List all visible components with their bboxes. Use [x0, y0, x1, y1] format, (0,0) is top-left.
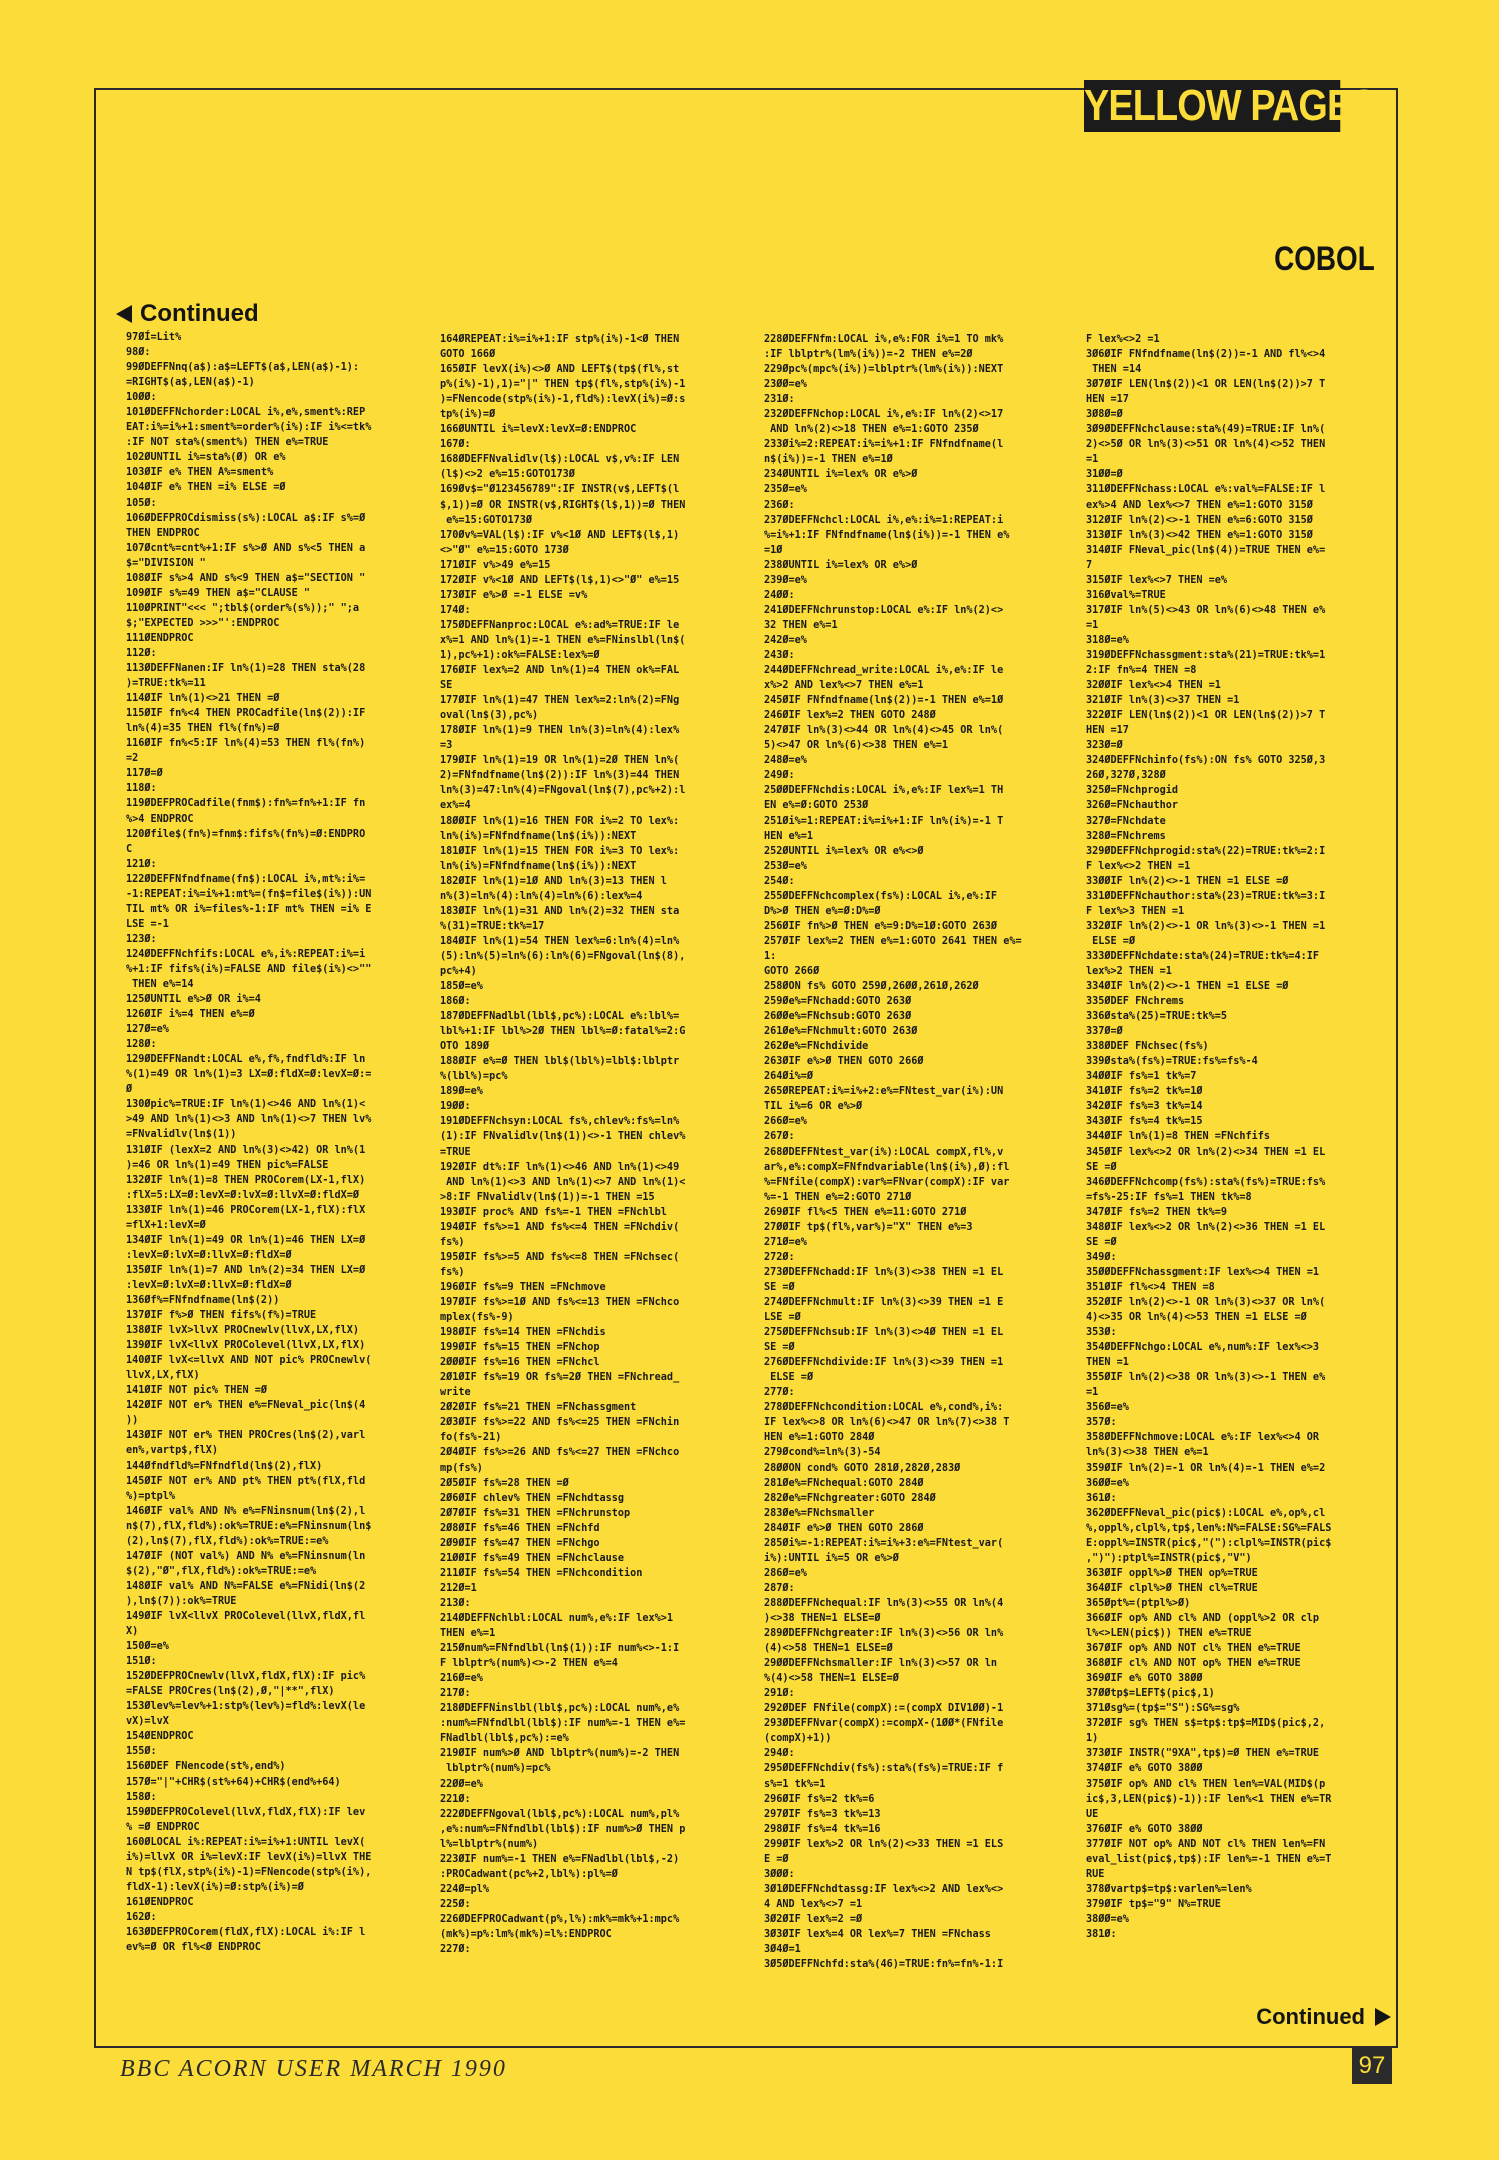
section-banner: YELLOW PAGES: [1084, 81, 1376, 130]
listing-column-1: 97ØÍ=Lit% 98Ø: 99ØDEFFNnq(a$):a$=LEFT$(a$,LEN(a$)-1): =RIGHT$(a$,LEN(a$)-1) 10ØØ: 101ØDEFFNchorder:LOCAL i%,e%,sment%:REP EAT:i%=i%+1:sment%=order%(i%):IF i%<=tk% :IF NOT sta%(sment%) THEN e%=TRUE 102ØUNTIL i%=sta%(Ø) OR e% 103ØIF e% THEN A%=sment% 104ØIF e% THEN =i% ELSE =Ø 105Ø: 106ØDEFPROCdismiss(s%):LOCAL a$:IF s%=Ø THEN ENDPROC 107Øcnt%=cnt%+1:IF s%>Ø AND s%<5 THEN a $="DIVISION " 108ØIF s%>4 AND s%<9 THEN a$="SECTION " 109ØIF s%=49 THEN a$="CLAUSE " 110ØPRINT"<<< ";tbl$(order%(s%));" ";a $;"EXPECTED >>>"':ENDPROC 111ØENDPROC 112Ø: 113ØDEFFNanen:IF ln%(1)=28 THEN sta%(28 )=TRUE:tk%=11 114ØIF ln%(1)<>21 THEN =Ø 115ØIF fn%<4 THEN PROCadfile(ln$(2)):IF ln%(4)=35 THEN fl%(fn%)=Ø 116ØIF fn%<5:IF ln%(4)=53 THEN fl%(fn%) =2 117Ø=Ø 118Ø: 119ØDEFPROCadfile(fnm$):fn%=fn%+1:IF fn %>4 ENDPROC 120Øfile$(fn%)=fnm$:fifs%(fn%)=Ø:ENDPRO C 121Ø: 122ØDEFFNfndfname(fn$):LOCAL i%,mt%:i%= -1:REPEAT:i%=i%+1:mt%=(fn$=file$(i%)):UN TIL mt% OR i%=files%-1:IF mt% THEN =i% E LSE =-1 123Ø: 124ØDEFFNchfifs:LOCAL e%,i%:REPEAT:i%=i %+1:IF fifs%(i%)=FALSE AND file$(i%)<>"" THEN e%=14 125ØUNTIL e%>Ø OR i%=4 126ØIF i%=4 THEN e%=Ø 127Ø=e% 128Ø: 129ØDEFFNandt:LOCAL e%,f%,fndfld%:IF ln %(1)=49 OR ln%(1)=3 LX=Ø:fldX=Ø:levX=Ø:= Ø 130Øpic%=TRUE:IF ln%(1)<>46 AND ln%(1)< >49 AND ln%(1)<>3 AND ln%(1)<>7 THEN lv% =FNvalidlv(ln$(1)) 131ØIF (lexX=2 AND ln%(3)<>42) OR ln%(1 )=46 OR ln%(1)=49 THEN pic%=FALSE 132ØIF ln%(1)=8 THEN PROCorem(LX-1,flX) :flX=5:LX=Ø:levX=Ø:lvX=Ø:llvX=Ø:fldX=Ø 133ØIF ln%(1)=46 PROCorem(LX-1,flX):flX =flX+1:levX=Ø 134ØIF ln%(1)=49 OR ln%(1)=46 THEN LX=Ø :levX=Ø:lvX=Ø:llvX=Ø:fldX=Ø 135ØIF ln%(1)=7 AND ln%(2)=34 THEN LX=Ø :levX=Ø:lvX=Ø:llvX=Ø:fldX=Ø 136Øf%=FNfndfname(ln$(2)) 137ØIF f%>Ø THEN fifs%(f%)=TRUE 138ØIF lvX>llvX PROCnewlv(llvX,LX,flX) 139ØIF lvX<llvX PROColevel(llvX,LX,flX) 140ØIF lvX<=llvX AND NOT pic% PROCnewlv( llvX,LX,flX) 141ØIF NOT pic% THEN =Ø 142ØIF NOT er% THEN e%=FNeval_pic(ln$(4 )) 143ØIF NOT er% THEN PROCres(ln$(2),varl en%,vartp$,flX) 144Øfndfld%=FNfndfld(ln$(2),flX) 145ØIF NOT er% AND pt% THEN pt%(flX,fld %)=ptpl% 146ØIF val% AND N% e%=FNinsnum(ln$(2),l n$(7),flX,fld%):ok%=TRUE:e%=FNinsnum(ln$ (2),ln$(7),flX,fld%):ok%=TRUE:=e% 147ØIF (NOT val%) AND N% e%=FNinsnum(ln $(2),"Ø",flX,fld%):ok%=TRUE:=e% 148ØIF val% AND N%=FALSE e%=FNidi(ln$(2 ),ln$(7)):ok%=TRUE 149ØIF lvX<llvX PROColevel(llvX,fldX,fl X) 150Ø=e% 151Ø: 152ØDEFPROCnewlv(llvX,fldX,flX):IF pic% =FALSE PROCres(ln$(2),Ø,"|**",flX) 153Ølev%=lev%+1:stp%(lev%)=fld%:levX(le vX)=lvX 154ØENDPROC 155Ø: 156ØDEF FNencode(st%,end%) 157Ø="|"+CHR$(st%+64)+CHR$(end%+64) 158Ø: 159ØDEFPROColevel(llvX,fldX,flX):IF lev % =Ø ENDPROC 160ØLOCAL i%:REPEAT:i%=i%+1:UNTIL levX( i%)=llvX OR i%=levX:IF levX(i%)=llvX THE N tp$(flX,stp%(i%)-1)=FNencode(stp%(i%), fldX-1):levX(i%)=Ø:stp%(i%)=Ø 161ØENDPROC 162Ø: 163ØDEFPROCorem(fldX,flX):LOCAL i%:IF l ev%=Ø OR fl%<Ø ENDPROC: [126, 332, 372, 1954]
arrow-left-icon: [116, 305, 132, 323]
continued-on-marker: [1256, 2004, 1391, 2030]
listing-column-3: 228ØDEFFNfm:LOCAL i%,e%:FOR i%=1 TO mk% :IF lblptr%(lm%(i%))=-2 THEN e%=2Ø 229Øpc%(mpc%(i%))=lblptr%(lm%(i%)):NEXT 23ØØ=e% 231Ø: 232ØDEFFNchop:LOCAL i%,e%:IF ln%(2)<>17 AND ln%(2)<>18 THEN e%=1:GOTO 235Ø 233Øi%=2:REPEAT:i%=i%+1:IF FNfndfname(l n$(i%))=-1 THEN e%=1Ø 234ØUNTIL i%=lex% OR e%>Ø 235Ø=e% 236Ø: 237ØDEFFNchcl:LOCAL i%,e%:i%=1:REPEAT:i %=i%+1:IF FNfndfname(ln$(i%))=-1 THEN e% =1Ø 238ØUNTIL i%=lex% OR e%>Ø 239Ø=e% 24ØØ: 241ØDEFFNchrunstop:LOCAL e%:IF ln%(2)<> 32 THEN e%=1 242Ø=e% 243Ø: 244ØDEFFNchread_write:LOCAL i%,e%:IF le x%>2 AND lex%<>7 THEN e%=1 245ØIF FNfndfname(ln$(2))=-1 THEN e%=1Ø 246ØIF lex%=2 THEN GOTO 248Ø 247ØIF ln%(3)<>44 OR ln%(4)<>45 OR ln%( 5)<>47 OR ln%(6)<>38 THEN e%=1 248Ø=e% 249Ø: 25ØØDEFFNchdis:LOCAL i%,e%:IF lex%=1 TH EN e%=Ø:GOTO 253Ø 251Øi%=1:REPEAT:i%=i%+1:IF ln%(i%)=-1 T HEN e%=1 252ØUNTIL i%=lex% OR e%<>Ø 253Ø=e% 254Ø: 255ØDEFFNchcomplex(fs%):LOCAL i%,e%:IF D%>Ø THEN e%=Ø:D%=Ø 256ØIF fn%>Ø THEN e%=9:D%=1Ø:GOTO 263Ø 257ØIF lex%=2 THEN e%=1:GOTO 2641 THEN e%=1: GOTO 266Ø 258ØON fs% GOTO 259Ø,26ØØ,261Ø,262Ø 259Øe%=FNchadd:GOTO 263Ø 26ØØe%=FNchsub:GOTO 263Ø 261Øe%=FNchmult:GOTO 263Ø 262Øe%=FNchdivide 263ØIF e%>Ø THEN GOTO 266Ø 264Øi%=Ø 265ØREPEAT:i%=i%+2:e%=FNtest_var(i%):UN TIL i%=6 OR e%>Ø 266Ø=e% 267Ø: 268ØDEFFNtest_var(i%):LOCAL compX,fl%,v ar%,e%:compX=FNfndvariable(ln$(i%),Ø):fl %=FNfile(compX):var%=FNvar(compX):IF var %=-1 THEN e%=2:GOTO 271Ø 269ØIF fl%<5 THEN e%=11:GOTO 271Ø 27ØØIF tp$(fl%,var%)="X" THEN e%=3 271Ø=e% 272Ø: 273ØDEFFNchadd:IF ln%(3)<>38 THEN =1 EL SE =Ø 274ØDEFFNchmult:IF ln%(3)<>39 THEN =1 E LSE =Ø 275ØDEFFNchsub:IF ln%(3)<>4Ø THEN =1 EL SE =Ø 276ØDEFFNchdivide:IF ln%(3)<>39 THEN =1 ELSE =Ø 277Ø: 278ØDEFFNchcondition:LOCAL e%,cond%,i%: IF lex%<>8 OR ln%(6)<>47 OR ln%(7)<>38 T HEN e%=1:GOTO 284Ø 279Øcond%=ln%(3)-54 28ØØON cond% GOTO 281Ø,282Ø,283Ø 281Øe%=FNchequal:GOTO 284Ø 282Øe%=FNchgreater:GOTO 284Ø 283Øe%=FNchsmaller 284ØIF e%>Ø THEN GOTO 286Ø 285Øi%=-1:REPEAT:i%=i%+3:e%=FNtest_var( i%):UNTIL i%=5 OR e%>Ø 286Ø=e% 287Ø: 288ØDEFFNchequal:IF ln%(3)<>55 OR ln%(4 )<>38 THEN=1 ELSE=Ø 289ØDEFFNchgreater:IF ln%(3)<>56 OR ln% (4)<>58 THEN=1 ELSE=Ø 29ØØDEFFNchsmaller:IF ln%(3)<>57 OR ln %(4)<>58 THEN=1 ELSE=Ø 291Ø: 292ØDEF FNfile(compX):=(compX DIV1ØØ)-1 293ØDEFFNvar(compX):=compX-(1ØØ*(FNfile (compX)+1)) 294Ø: 295ØDEFFNchdiv(fs%):sta%(fs%)=TRUE:IF f s%=1 tk%=1 296ØIF fs%=2 tk%=6 297ØIF fs%=3 tk%=13 298ØIF fs%=4 tk%=16 299ØIF lex%>2 OR ln%(2)<>33 THEN =1 ELS E =Ø 3ØØØ: 3Ø1ØDEFFNchdtassg:IF lex%<>2 AND lex%<> 4 AND lex%<>7 =1 3Ø2ØIF lex%=2 =Ø 3Ø3ØIF lex%=4 OR lex%=7 THEN =FNchass 3Ø4Ø=1 3Ø5ØDEFFNchfd:sta%(46)=TRUE:fn%=fn%-1:I: [764, 334, 1022, 1971]
listing-column-4: F lex%<>2 =1 3Ø6ØIF FNfndfname(ln$(2))=-1 AND fl%<>4 THEN =14 3Ø7ØIF LEN(ln$(2))<1 OR LEN(ln$(2))>7 T HEN =17 3Ø8Ø=Ø 3Ø9ØDEFFNchclause:sta%(49)=TRUE:IF ln%( 2)<>5Ø OR ln%(3)<>51 OR ln%(4)<>52 THEN =1 31ØØ=Ø 311ØDEFFNchass:LOCAL e%:val%=FALSE:IF l ex%>4 AND lex%<>7 THEN e%=1:GOTO 315Ø 312ØIF ln%(2)<>-1 THEN e%=6:GOTO 315Ø 313ØIF ln%(3)<>42 THEN e%=1:GOTO 315Ø 314ØIF FNeval_pic(ln$(4))=TRUE THEN e%= 7 315ØIF lex%<>7 THEN =e% 316Øval%=TRUE 317ØIF ln%(5)<>43 OR ln%(6)<>48 THEN e% =1 318Ø=e% 319ØDEFFNchassgment:sta%(21)=TRUE:tk%=1 2:IF fn%=4 THEN =8 32ØØIF lex%<>4 THEN =1 321ØIF ln%(3)<>37 THEN =1 322ØIF LEN(ln$(2))<1 OR LEN(ln$(2))>7 T HEN =17 323Ø=Ø 324ØDEFFNchinfo(fs%):ON fs% GOTO 325Ø,3 26Ø,327Ø,328Ø 325Ø=FNchprogid 326Ø=FNchauthor 327Ø=FNchdate 328Ø=FNchrems 329ØDEFFNchprogid:sta%(22)=TRUE:tk%=2:I F lex%<>2 THEN =1 33ØØIF ln%(2)<>-1 THEN =1 ELSE =Ø 331ØDEFFNchauthor:sta%(23)=TRUE:tk%=3:I F lex%>3 THEN =1 332ØIF ln%(2)<>-1 OR ln%(3)<>-1 THEN =1 ELSE =Ø 333ØDEFFNchdate:sta%(24)=TRUE:tk%=4:IF lex%>2 THEN =1 334ØIF ln%(2)<>-1 THEN =1 ELSE =Ø 335ØDEF FNchrems 336Østa%(25)=TRUE:tk%=5 337Ø=Ø 338ØDEF FNchsec(fs%) 339Østa%(fs%)=TRUE:fs%=fs%-4 34ØØIF fs%=1 tk%=7 341ØIF fs%=2 tk%=1Ø 342ØIF fs%=3 tk%=14 343ØIF fs%=4 tk%=15 344ØIF ln%(1)=8 THEN =FNchfifs 345ØIF lex%<>2 OR ln%(2)<>34 THEN =1 EL SE =Ø 346ØDEFFNchcomp(fs%):sta%(fs%)=TRUE:fs% =fs%-25:IF fs%=1 THEN tk%=8 347ØIF fs%=2 THEN tk%=9 348ØIF lex%<>2 OR ln%(2)<>36 THEN =1 EL SE =Ø 349Ø: 35ØØDEFFNchassgment:IF lex%<>4 THEN =1 351ØIF fl%<>4 THEN =8 352ØIF ln%(2)<>-1 OR ln%(3)<>37 OR ln%( 4)<>35 OR ln%(4)<>53 THEN =1 ELSE =Ø 353Ø: 354ØDEFFNchgo:LOCAL e%,num%:IF lex%<>3 THEN =1 355ØIF ln%(2)<>38 OR ln%(3)<>-1 THEN e% =1 356Ø=e% 357Ø: 358ØDEFFNchmove:LOCAL e%:IF lex%<>4 OR ln%(3)<>38 THEN e%=1 359ØIF ln%(2)=-1 OR ln%(4)=-1 THEN e%=2 36ØØ=e% 361Ø: 362ØDEFFNeval_pic(pic$):LOCAL e%,op%,cl %,oppl%,clpl%,tp$,len%:N%=FALSE:SG%=FALS E:oppl%=INSTR(pic$,"("):clpl%=INSTR(pic$ ,")"):ptpl%=INSTR(pic$,"V") 363ØIF oppl%>Ø THEN op%=TRUE 364ØIF clpl%>Ø THEN cl%=TRUE 365Øpt%=(ptpl%>Ø) 366ØIF op% AND cl% AND (oppl%>2 OR clp l%<>LEN(pic$)) THEN e%=TRUE 367ØIF op% AND NOT cl% THEN e%=TRUE 368ØIF cl% AND NOT op% THEN e%=TRUE 369ØIF e% GOTO 38ØØ 37ØØtp$=LEFT$(pic$,1) 371Øsg%=(tp$="S"):SG%=sg% 372ØIF sg% THEN s$=tp$:tp$=MID$(pic$,2, 1) 373ØIF INSTR("9XA",tp$)=Ø THEN e%=TRUE 374ØIF e% GOTO 38ØØ 375ØIF op% AND cl% THEN len%=VAL(MID$(p ic$,3,LEN(pic$)-1)):IF len%<1 THEN e%=TR UE 376ØIF e% GOTO 38ØØ 377ØIF NOT op% AND NOT cl% THEN len%=FN eval_list(pic$,tp$):IF len%=-1 THEN e%=T RUE 378Øvartp$=tp$:varlen%=len% 379ØIF tp$="9" N%=TRUE 38ØØ=e% 381Ø:: [1086, 334, 1332, 1940]
magazine-footer: BBC ACORN USER MARCH 1990: [120, 2056, 507, 2082]
page-number: 97: [1352, 2048, 1392, 2084]
section-title: COBOL: [1274, 240, 1375, 278]
arrow-right-icon: [1375, 2008, 1391, 2026]
continued-from-marker: [116, 300, 259, 328]
continued-from-label: Continued: [140, 300, 259, 327]
continued-on-label: Continued: [1256, 2004, 1365, 2029]
listing-column-2: 164ØREPEAT:i%=i%+1:IF stp%(i%)-1<Ø THEN GOTO 166Ø 165ØIF levX(i%)<>Ø AND LEFT$(tp$(fl%,st p%(i%)-1),1)="|" THEN tp$(fl%,stp%(i%)-1 )=FNencode(stp%(i%)-1,fld%):levX(i%)=Ø:s tp%(i%)=Ø 166ØUNTIL i%=levX:levX=Ø:ENDPROC 167Ø: 168ØDEFFNvalidlv(l$):LOCAL v$,v%:IF LEN (l$)<>2 e%=15:GOTO173Ø 169Øv$="Ø123456789":IF INSTR(v$,LEFT$(l $,1))=Ø OR INSTR(v$,RIGHT$(l$,1))=Ø THEN e%=15:GOTO173Ø 170Øv%=VAL(l$):IF v%<1Ø AND LEFT$(l$,1) <>"Ø" e%=15:GOTO 173Ø 171ØIF v%>49 e%=15 172ØIF v%<1Ø AND LEFT$(l$,1)<>"Ø" e%=15 173ØIF e%>Ø =-1 ELSE =v% 174Ø: 175ØDEFFNanproc:LOCAL e%:ad%=TRUE:IF le x%=1 AND ln%(1)=-1 THEN e%=FNinslbl(ln$( 1),pc%+1):ok%=FALSE:lex%=Ø 176ØIF lex%=2 AND ln%(1)=4 THEN ok%=FAL SE 177ØIF ln%(1)=47 THEN lex%=2:ln%(2)=FNg oval(ln$(3),pc%) 178ØIF ln%(1)=9 THEN ln%(3)=ln%(4):lex% =3 179ØIF ln%(1)=19 OR ln%(1)=2Ø THEN ln%( 2)=FNfndfname(ln$(2)):IF ln%(3)=44 THEN ln%(3)=47:ln%(4)=FNgoval(ln$(7),pc%+2):l ex%=4 18ØØIF ln%(1)=16 THEN FOR i%=2 TO lex%: ln%(i%)=FNfndfname(ln$(i%)):NEXT 181ØIF ln%(1)=15 THEN FOR i%=3 TO lex%: ln%(i%)=FNfndfname(ln$(i%)):NEXT 182ØIF ln%(1)=1Ø AND ln%(3)=13 THEN l n%(3)=ln%(4):ln%(4)=ln%(6):lex%=4 183ØIF ln%(1)=31 AND ln%(2)=32 THEN sta %(31)=TRUE:tk%=17 184ØIF ln%(1)=54 THEN lex%=6:ln%(4)=ln% (5):ln%(5)=ln%(6):ln%(6)=FNgoval(ln$(8), pc%+4) 185Ø=e% 186Ø: 187ØDEFFNadlbl(lbl$,pc%):LOCAL e%:lbl%= lbl%+1:IF lbl%>2Ø THEN lbl%=Ø:fatal%=2:G OTO 189Ø 188ØIF e%=Ø THEN lbl$(lbl%)=lbl$:lblptr %(lbl%)=pc% 189Ø=e% 19ØØ: 191ØDEFFNchsyn:LOCAL fs%,chlev%:fs%=ln% (1):IF FNvalidlv(ln$(1))<>-1 THEN chlev% =TRUE 192ØIF dt%:IF ln%(1)<>46 AND ln%(1)<>49 AND ln%(1)<>3 AND ln%(1)<>7 AND ln%(1)< >8:IF FNvalidlv(ln$(1))=-1 THEN =15 193ØIF proc% AND fs%=-1 THEN =FNchlbl 194ØIF fs%>=1 AND fs%<=4 THEN =FNchdiv( fs%) 195ØIF fs%>=5 AND fs%<=8 THEN =FNchsec( fs%) 196ØIF fs%=9 THEN =FNchmove 197ØIF fs%>=1Ø AND fs%<=13 THEN =FNchco mplex(fs%-9) 198ØIF fs%=14 THEN =FNchdis 199ØIF fs%=15 THEN =FNchop 2ØØØIF fs%=16 THEN =FNchcl 2Ø1ØIF fs%=19 OR fs%=2Ø THEN =FNchread_ write 2Ø2ØIF fs%=21 THEN =FNchassgment 2Ø3ØIF fs%>=22 AND fs%<=25 THEN =FNchin fo(fs%-21) 2Ø4ØIF fs%>=26 AND fs%<=27 THEN =FNchco mp(fs%) 2Ø5ØIF fs%=28 THEN =Ø 2Ø6ØIF chlev% THEN =FNchdtassg 2Ø7ØIF fs%=31 THEN =FNchrunstop 2Ø8ØIF fs%=46 THEN =FNchfd 2Ø9ØIF fs%=47 THEN =FNchgo 21ØØIF fs%=49 THEN =FNchclause 211ØIF fs%=54 THEN =FNchcondition 212Ø=1 213Ø: 214ØDEFFNchlbl:LOCAL num%,e%:IF lex%>1 THEN e%=1 215Ønum%=FNfndlbl(ln$(1)):IF num%<>-1:I F lblptr%(num%)<>-2 THEN e%=4 216Ø=e% 217Ø: 218ØDEFFNinslbl(lbl$,pc%):LOCAL num%,e% :num%=FNfndlbl(lbl$):IF num%=-1 THEN e%= FNadlbl(lbl$,pc%):=e% 219ØIF num%>Ø AND lblptr%(num%)=-2 THEN lblptr%(num%)=pc% 22ØØ=e% 221Ø: 222ØDEFFNgoval(lbl$,pc%):LOCAL num%,pl% ,e%:num%=FNfndlbl(lbl$):IF num%>Ø THEN p l%=lblptr%(num%) 223ØIF num%=-1 THEN e%=FNadlbl(lbl$,-2) :PROCadwant(pc%+2,lbl%):pl%=Ø 224Ø=pl% 225Ø: 226ØDEFPROCadwant(p%,l%):mk%=mk%+1:mpc% (mk%)=p%:lm%(mk%)=l%:ENDPROC 227Ø:: [440, 334, 686, 1956]
